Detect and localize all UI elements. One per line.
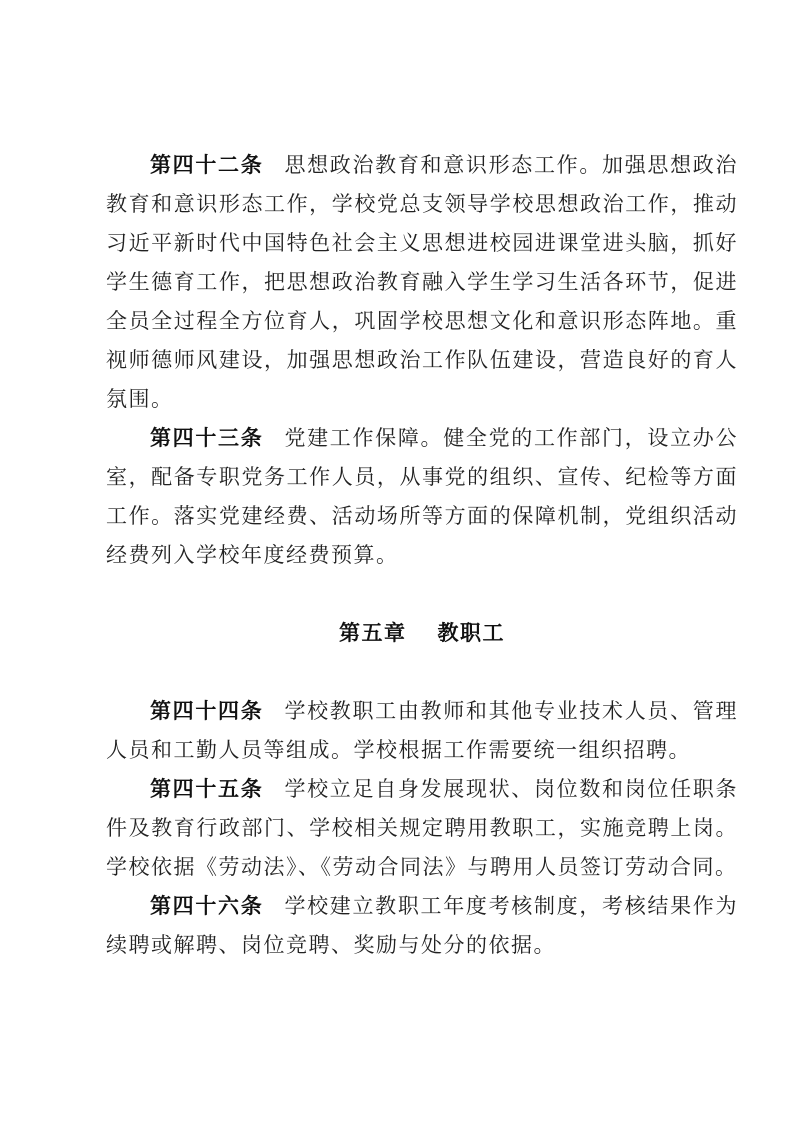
article-42-paragraph	[106, 146, 738, 419]
chapter-5-number: 第五章	[339, 622, 407, 645]
article-43-paragraph	[106, 419, 738, 575]
article-43-text: 党建工作保障。健全党的工作部门，设立办公室，配备专职党务工作人员，从事党的组织、宣传、纪检等方面工作。落实党建经费、活动场所等方面的保障机制，党组织活动经费列入学校年度经费预算。	[106, 426, 738, 567]
article-43-label: 第四十三条	[150, 427, 264, 450]
chapter-5-title: 教职工	[437, 622, 505, 645]
chapter-5-heading	[106, 614, 738, 653]
article-45-text: 学校立足自身发展现状、岗位数和岗位任职条件及教育行政部门、学校相关规定聘用教职工，实施竞聘上岗。学校依据《劳动法》、《劳动合同法》与聘用人员签订劳动合同。	[106, 777, 738, 879]
article-42-label: 第四十二条	[150, 154, 264, 177]
article-44-label: 第四十四条	[150, 700, 264, 723]
article-46-paragraph	[106, 887, 738, 965]
article-46-label: 第四十六条	[150, 895, 264, 918]
article-46-text: 学校建立教职工年度考核制度，考核结果作为续聘或解聘、岗位竞聘、奖励与处分的依据。	[106, 894, 738, 957]
article-45-paragraph	[106, 770, 738, 887]
article-44-paragraph	[106, 692, 738, 770]
article-45-label: 第四十五条	[150, 778, 264, 801]
article-44-text: 学校教职工由教师和其他专业技术人员、管理人员和工勤人员等组成。学校根据工作需要统一组织招聘。	[106, 699, 738, 762]
article-42-text: 思想政治教育和意识形态工作。加强思想政治教育和意识形态工作，学校党总支领导学校思想政治工作，推动习近平新时代中国特色社会主义思想进校园进课堂进头脑，抓好学生德育工作，把思想政治教育融入学生学习生活各环节，促进全员全过程全方位育人，巩固学校思想文化和意识形态阵地。重视师德师风建设，加强思想政治工作队伍建设，营造良好的育人氛围。	[106, 153, 738, 411]
